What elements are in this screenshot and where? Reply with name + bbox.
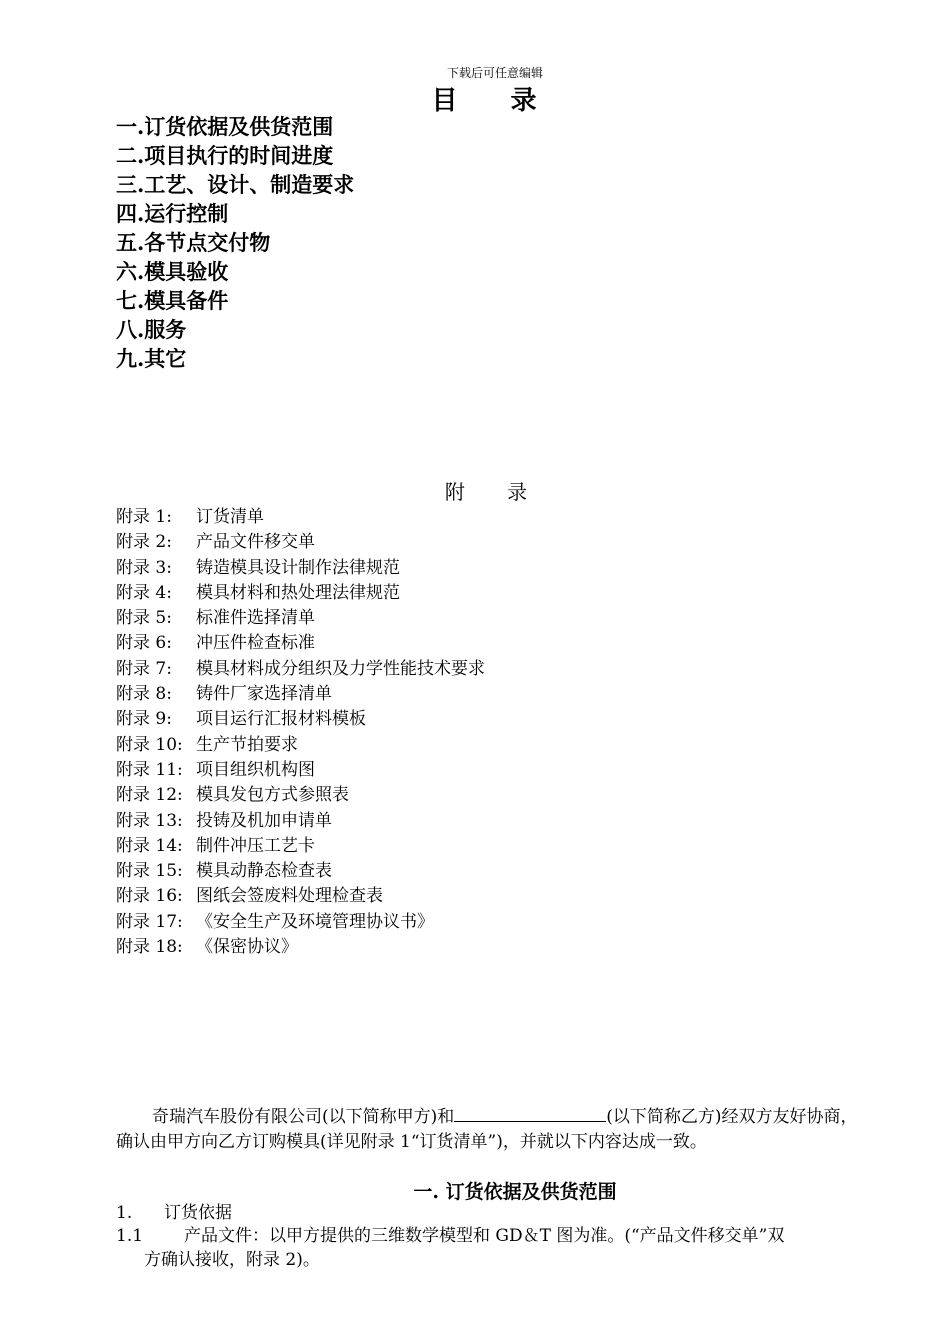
intro-paragraph bbox=[116, 1105, 866, 1155]
appendix-number: 附录 17: bbox=[116, 911, 183, 932]
intro-text-a: 奇瑞汽车股份有限公司(以下简称甲方)和 bbox=[152, 1107, 455, 1127]
appendix-item bbox=[116, 556, 485, 581]
section-item-text: 订货依据 bbox=[164, 1203, 232, 1223]
appendix-text: 订货清单 bbox=[196, 507, 264, 527]
appendix-number: 附录 14: bbox=[116, 835, 183, 856]
appendix-text: 标准件选择清单 bbox=[196, 608, 315, 629]
appendix-item bbox=[116, 530, 485, 555]
appendix-text: 《保密协议》 bbox=[196, 937, 298, 958]
appendix-item bbox=[116, 910, 485, 935]
appendix-number: 附录 9: bbox=[116, 709, 172, 730]
appendix-text: 制件冲压工艺卡 bbox=[196, 835, 315, 856]
section-paragraph-continuation: 方确认接收，附录 2)。 bbox=[144, 1250, 320, 1270]
appendix-item bbox=[116, 809, 485, 834]
appendix-number: 附录 15: bbox=[116, 861, 183, 882]
appendix-text: 模具发包方式参照表 bbox=[196, 785, 349, 806]
appendix-text: 项目组织机构图 bbox=[196, 759, 315, 780]
toc-title: 目 录 bbox=[431, 86, 559, 116]
appendix-text: 生产节拍要求 bbox=[196, 734, 298, 755]
toc-item[interactable]: 二.项目执行的时间进度 bbox=[116, 143, 334, 168]
appendix-item bbox=[116, 505, 485, 530]
appendix-item bbox=[116, 733, 485, 758]
appendix-item bbox=[116, 657, 485, 682]
appendix-item bbox=[116, 682, 485, 707]
appendix-text: 铸件厂家选择清单 bbox=[196, 684, 332, 705]
appendix-text: 冲压件检查标准 bbox=[196, 633, 315, 654]
section-item-number: 1. bbox=[116, 1203, 133, 1223]
appendix-number: 附录 12: bbox=[116, 785, 183, 806]
appendix-item bbox=[116, 631, 485, 656]
appendix-number: 附录 7: bbox=[116, 658, 172, 679]
appendix-text: 投铸及机加申请单 bbox=[196, 810, 332, 831]
appendix-number: 附录 4: bbox=[116, 582, 172, 603]
appendix-number: 附录 11: bbox=[116, 759, 183, 780]
appendix-number: 附录 10: bbox=[116, 734, 183, 755]
toc-item[interactable]: 一.订货依据及供货范围 bbox=[116, 114, 334, 139]
toc-list bbox=[116, 112, 354, 373]
appendix-number: 附录 8: bbox=[116, 684, 172, 705]
appendix-number: 附录 18: bbox=[116, 937, 183, 958]
toc-item[interactable]: 四.运行控制 bbox=[116, 201, 229, 226]
section-paragraph-text: 产品文件：以甲方提供的三维数学模型和 GD＆T 图为准。(“产品文件移交单”双 bbox=[184, 1226, 785, 1246]
section-item bbox=[116, 1201, 232, 1225]
appendix-item bbox=[116, 606, 485, 631]
appendix-item bbox=[116, 758, 485, 783]
toc-item[interactable]: 七.模具备件 bbox=[116, 288, 229, 313]
appendix-title: 附 录 bbox=[444, 480, 546, 504]
appendix-text: 模具材料和热处理法律规范 bbox=[196, 582, 400, 603]
section-paragraph-number: 1.1 bbox=[116, 1226, 144, 1246]
appendix-text: 产品文件移交单 bbox=[196, 532, 315, 553]
appendix-text: 项目运行汇报材料模板 bbox=[196, 709, 366, 730]
appendix-item bbox=[116, 884, 485, 909]
appendix-text: 模具材料成分组织及力学性能技术要求 bbox=[196, 658, 485, 679]
appendix-text: 《安全生产及环境管理协议书》 bbox=[196, 911, 434, 932]
toc-item[interactable]: 五.各节点交付物 bbox=[116, 230, 271, 255]
intro-text-b: (以下简称乙方)经双方友好协商，确认由甲方向乙方订购模具(详见附录 1“订货清单”)，并就以下内容达成一致。 bbox=[116, 1107, 858, 1152]
party-b-blank-line bbox=[454, 1106, 606, 1122]
section-title: 一. 订货依据及供货范围 bbox=[413, 1181, 617, 1203]
appendix-number: 附录 2: bbox=[116, 532, 172, 553]
toc-item[interactable]: 九.其它 bbox=[116, 346, 187, 371]
toc-item[interactable]: 三.工艺、设计、制造要求 bbox=[116, 172, 355, 197]
appendix-text: 图纸会签废料处理检查表 bbox=[196, 886, 383, 907]
appendix-number: 附录 1: bbox=[116, 507, 172, 527]
toc-item[interactable]: 六.模具验收 bbox=[116, 259, 229, 284]
appendix-number: 附录 3: bbox=[116, 557, 172, 578]
appendix-item bbox=[116, 707, 485, 732]
appendix-list bbox=[116, 505, 485, 960]
appendix-item bbox=[116, 834, 485, 859]
appendix-number: 附录 13: bbox=[116, 810, 183, 831]
appendix-text: 模具动静态检查表 bbox=[196, 861, 332, 882]
appendix-text: 铸造模具设计制作法律规范 bbox=[196, 557, 400, 578]
appendix-number: 附录 6: bbox=[116, 633, 172, 654]
appendix-item bbox=[116, 581, 485, 606]
appendix-number: 附录 16: bbox=[116, 886, 183, 907]
appendix-number: 附录 5: bbox=[116, 608, 172, 629]
appendix-item bbox=[116, 935, 485, 960]
page-header-note: 下载后可任意编辑 bbox=[446, 66, 543, 80]
appendix-item bbox=[116, 783, 485, 808]
section-paragraph bbox=[116, 1224, 868, 1272]
toc-item[interactable]: 八.服务 bbox=[116, 317, 187, 342]
appendix-item bbox=[116, 859, 485, 884]
